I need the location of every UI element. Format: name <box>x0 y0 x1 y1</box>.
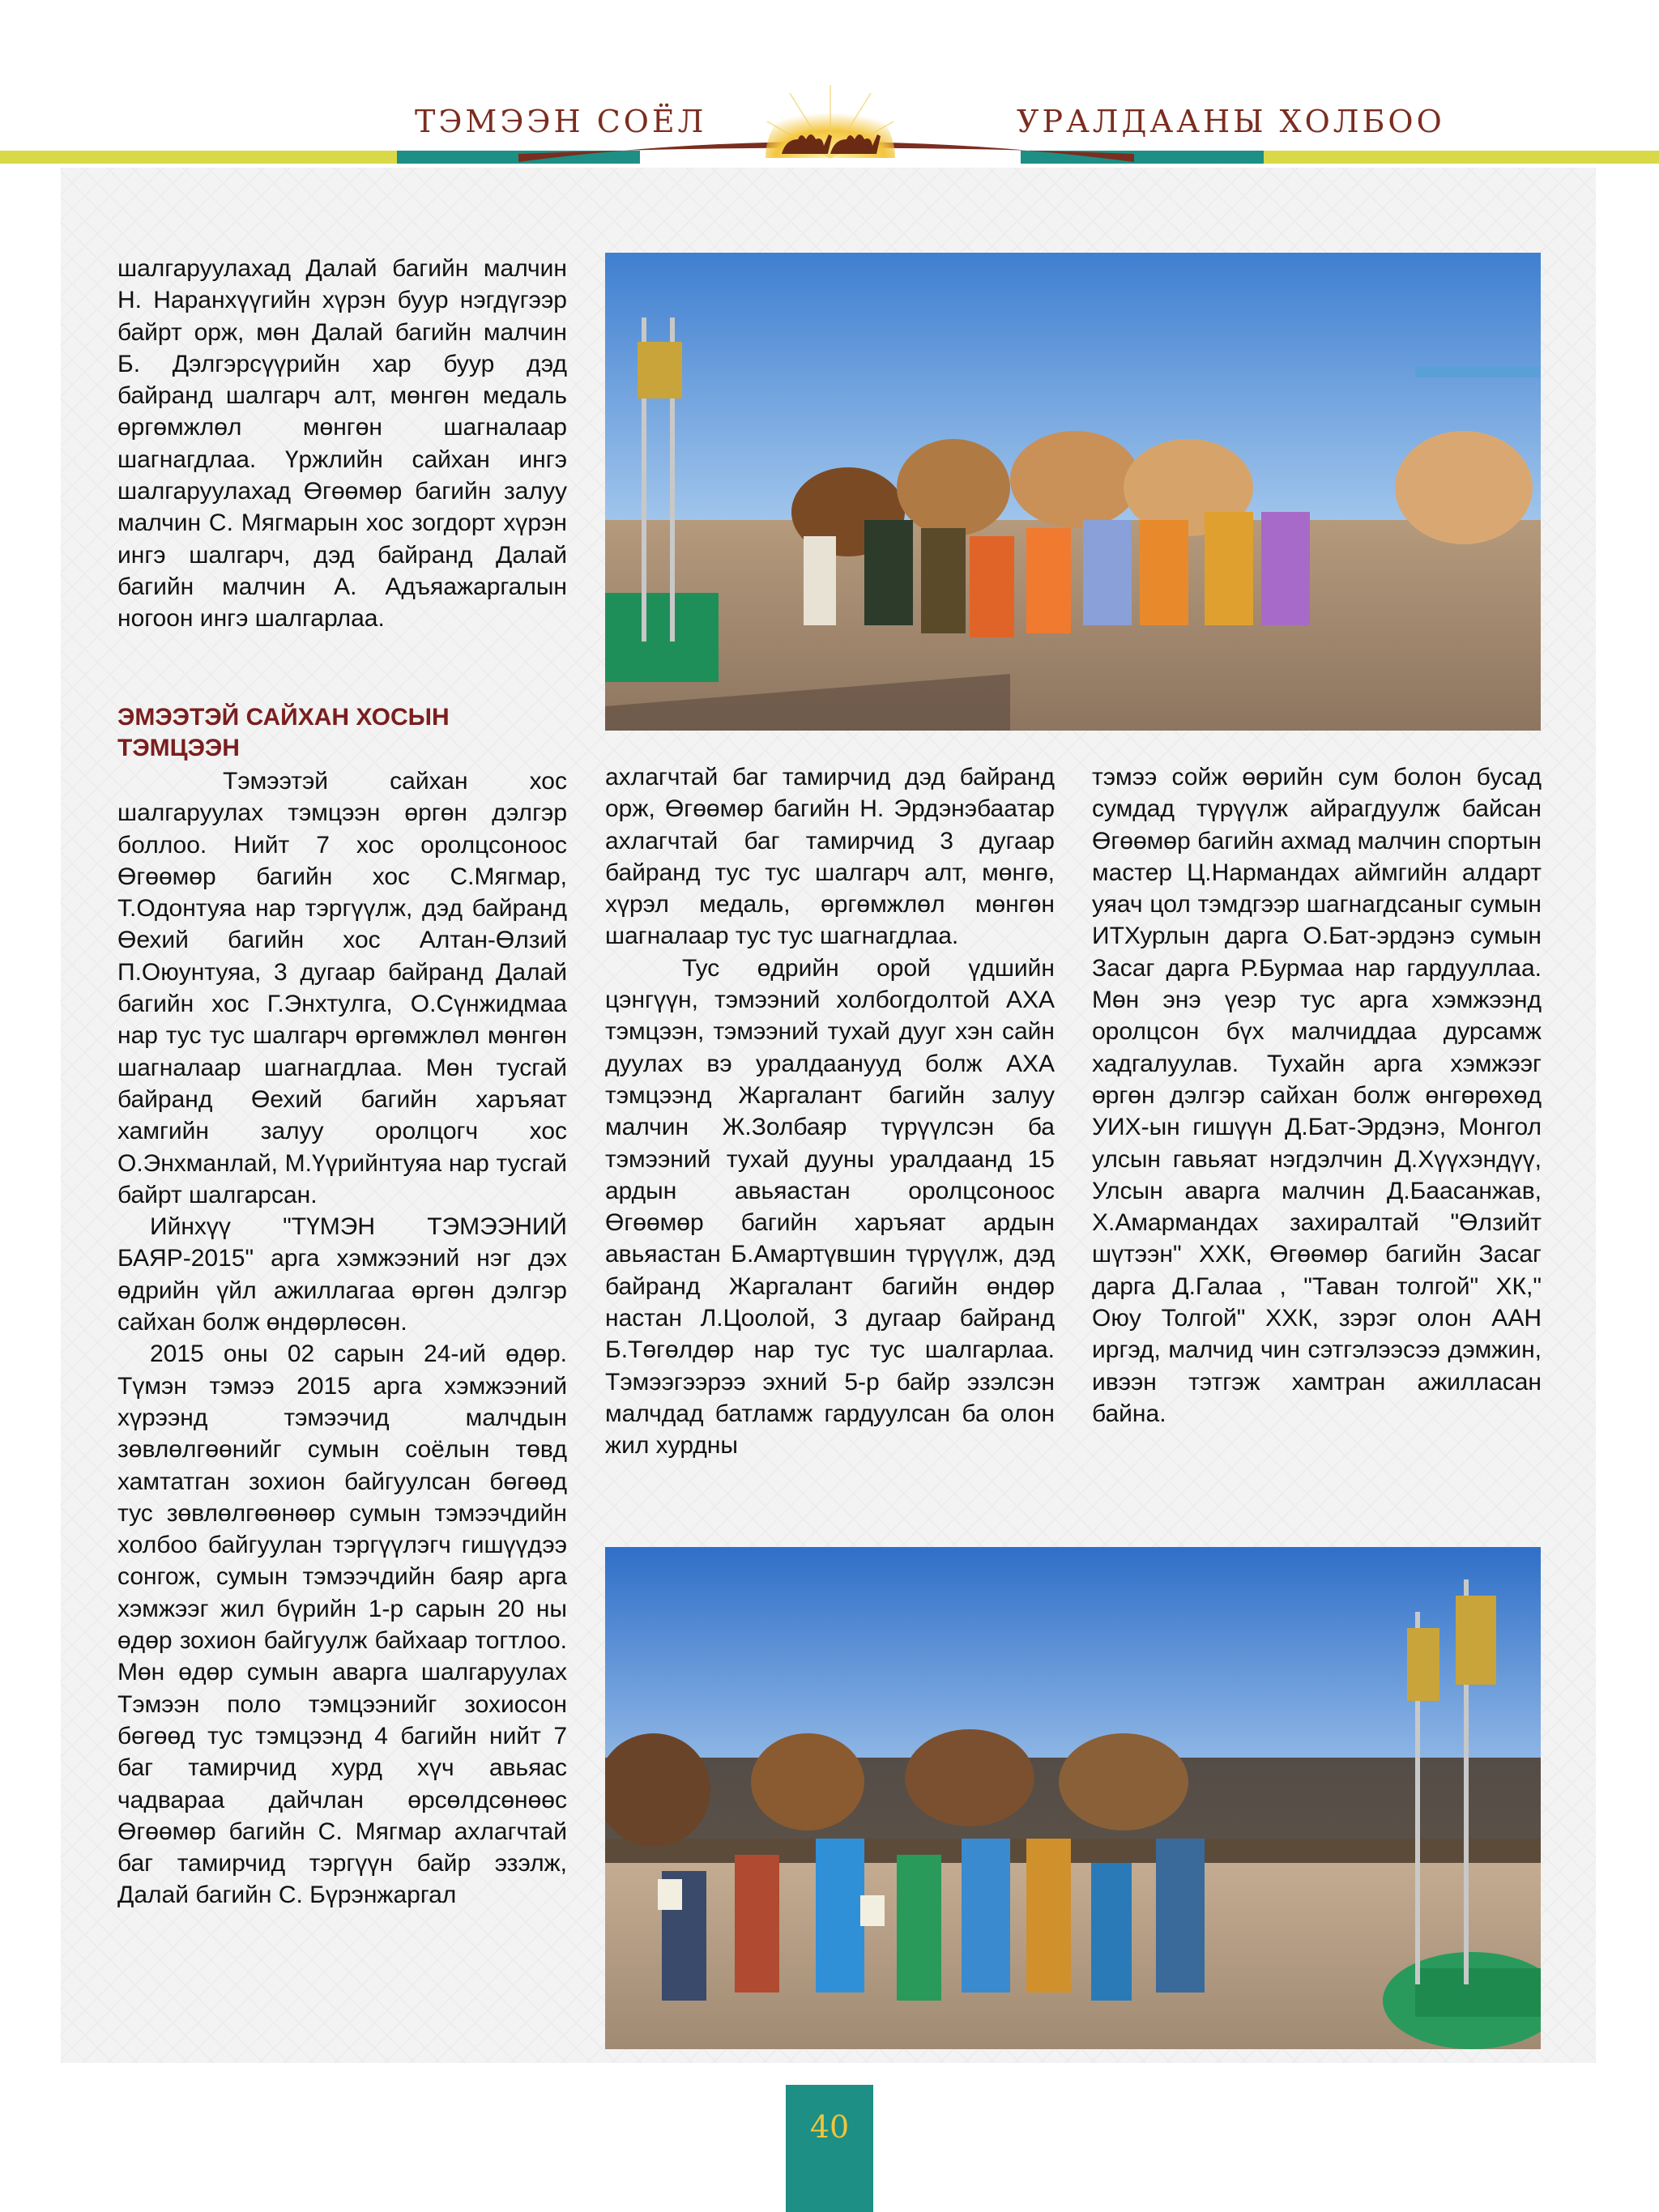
column3-text <box>1092 761 1542 1430</box>
paragraph: 2015 оны 02 сарын 24-ий өдөр. Түмэн тэмээ 2015 арга хэмжээний хүрээнд тэмээчид малчдын зөвлөлгөөнийг сумын соёлын төвд хамтатган зохион байгуулсан бөгөөд тус зөвлөлгөөнөөр сумын тэмээчдийн холбоо байгуулан тэргүүлэгч гишүүдээ сонгож, сумын тэмээчдийн баяр арга хэмжээг жил бүрийн 1-р сарын 20 ны өдөр зохион байгуулж байхаар тогтлоо. Мөн өдөр сумын аварга шалгаруулах Тэмээн поло тэмцээнийг зохиосон бөгөөд тус тэмцээнд 4 багийн нийт 7 баг тамирчид хурд хүч авьяас чадвараа дайчлан өрсөлдсөнөөс Өгөөмөр багийн С. Мягмар ахлагчтай баг тамирчид тэргүүн байр эзэлж, Далай багийн С. Бүрэнжаргал <box>117 1340 567 1909</box>
photo-award-ceremony-camels <box>605 253 1541 731</box>
column1-top-text <box>117 253 567 635</box>
paragraph: тэмээ сойж өөрийн сум болон бусад сумдад түрүүлж айрагдуулж байсан Өгөөмөр багийн ахмад малчин спортын мастер Ц.Нармандах аймгийн алдарт уяач цол тэмдгээр шагнагдсаныг сумын ИТХурлын дарга О.Бат-эрдэнэ сумын Засаг дарга Р.Бурмаа нар гардууллаа. Мөн энэ үеэр тус арга хэмжээнд оролцсон бүх малчиддаа дурсамж хадгалуулав. Тухайн арга хэмжээг өргөн дэлгэр сайхан болж өнгөрөхөд УИХ-ын гишүүн Д.Бат-Эрдэнэ, Монгол улсын гавьяат нэгдэлчин Д.Хүүхэндүү, Улсын аварга малчин Д.Баасанжав, Х.Амармандах захиралтай "Өлзийт шүтээн" ХХК, Өгөөмөр багийн Засаг дарга Д.Галаа , "Таван толгой" ХК," Оюу Толгой" ХХК, зэрэг олон ААН иргэд, малчид чин сэтгэлээсээ дэмжин, ивээн тэтгэж хамтран ажилласан байна. <box>1092 764 1542 1427</box>
section-heading: ЭМЭЭТЭЙ САЙХАН ХОСЫН ТЭМЦЭЭН <box>117 704 450 761</box>
column2-text <box>605 761 1055 1462</box>
camel-sun-logo-icon <box>757 81 903 162</box>
column1-text <box>117 765 567 1912</box>
photo-2-image <box>605 1547 1541 2049</box>
paragraph: Тэмээтэй сайхан хос шалгаруулах тэмцээн өргөн дэлгэр боллоо. Нийт 7 хос оролцсоноос Өгөөмөр багийн хос С.Мягмар, Т.Одонтуяа нар тэргүүлж, дэд байранд Өехий багийн хос Алтан-Өлзий П.Оюунтуяа, 3 дугаар байранд Далай багийн хос Г.Энхтулга, О.Сүнжидмаа нар тус тус шалгарч өргөмжлөл мөнгөн шагналаар шагнагдлаа. Мөн тусгай байранд Өехий багийн харъяат хамгийн залуу оролцогч хос О.Энхманлай, М.Үүрийнтуяа нар тусгай байрт шалгарсан. <box>117 768 567 1208</box>
header-left-title: ТЭМЭЭН СОЁЛ <box>415 104 707 139</box>
page-number-box <box>786 2085 873 2212</box>
header-bar-right-yellow <box>1264 151 1659 164</box>
header-bar-left-yellow <box>0 151 397 164</box>
photo-herders-with-certificates <box>605 1547 1541 2049</box>
page-number: 40 <box>809 2109 850 2145</box>
header-right-title: УРАЛДААНЫ ХОЛБОО <box>1017 104 1445 139</box>
page-header <box>0 0 1659 166</box>
paragraph: ахлагчтай баг тамирчид дэд байранд орж, Өгөөмөр багийн Н. Эрдэнэбаатар ахлагчтай баг тамирчид 3 дугаар байранд тус тус шалгарч алт, мөнгө, хүрэл медаль, өргөмжлөл мөнгөн шагналаар тус тус шагнагдлаа. <box>605 764 1055 950</box>
paragraph: Ийнхүү "ТҮМЭН ТЭМЭЭНИЙ БАЯР-2015" арга хэмжээний нэг дэх өдрийн үйл ажиллагаа өргөн дэлгэр сайхан болж өндөрлөсөн. <box>117 1213 567 1336</box>
paragraph: шалгаруулахад Далай багийн малчин Н. Наранхүүгийн хүрэн буур нэгдүгээр байрт орж, мөн Далай багийн малчин Б. Дэлгэрсүүрийн хар буур дэд байранд шалгарч алт, мөнгөн медаль өргөмжлөл мөнгөн шагналаар шагнагдлаа. Үржлийн сайхан ингэ шалгаруулахад Өгөөмөр багийн залуу малчин С. Мягмарын хос зогдорт хүрэн ингэ шалгарч, дэд байранд Далай багийн малчин А. Адъяажаргалын ногоон ингэ шалгарлаа. <box>117 255 567 633</box>
paragraph: Тус өдрийн орой үдшийн цэнгүүн, тэмээний холбогдолтой АХА тэмцээн, тэмээний тухай дууг хэн сайн дуулах вэ уралдаанууд болж АХА тэмцээнд Жаргалант багийн залуу малчин Ж.Золбаяр түрүүлсэн ба тэмээний тухай дууны уралдаанд 15 ардын авьяастан оролцсоноос Өгөөмөр багийн харъяат ардын авьяастан Б.Амартүвшин түрүүлж, дэд байранд Жаргалант багийн өндөр настан Л.Цоолой, 3 дугаар байранд Б.Төгөлдөр нар тус тус шалгарлаа. Тэмээгээрээ эхний 5-р байр эзэлсэн малчдад батламж гардуулсан ба олон жил хурдны <box>605 954 1055 1460</box>
photo-1-image <box>605 253 1541 731</box>
